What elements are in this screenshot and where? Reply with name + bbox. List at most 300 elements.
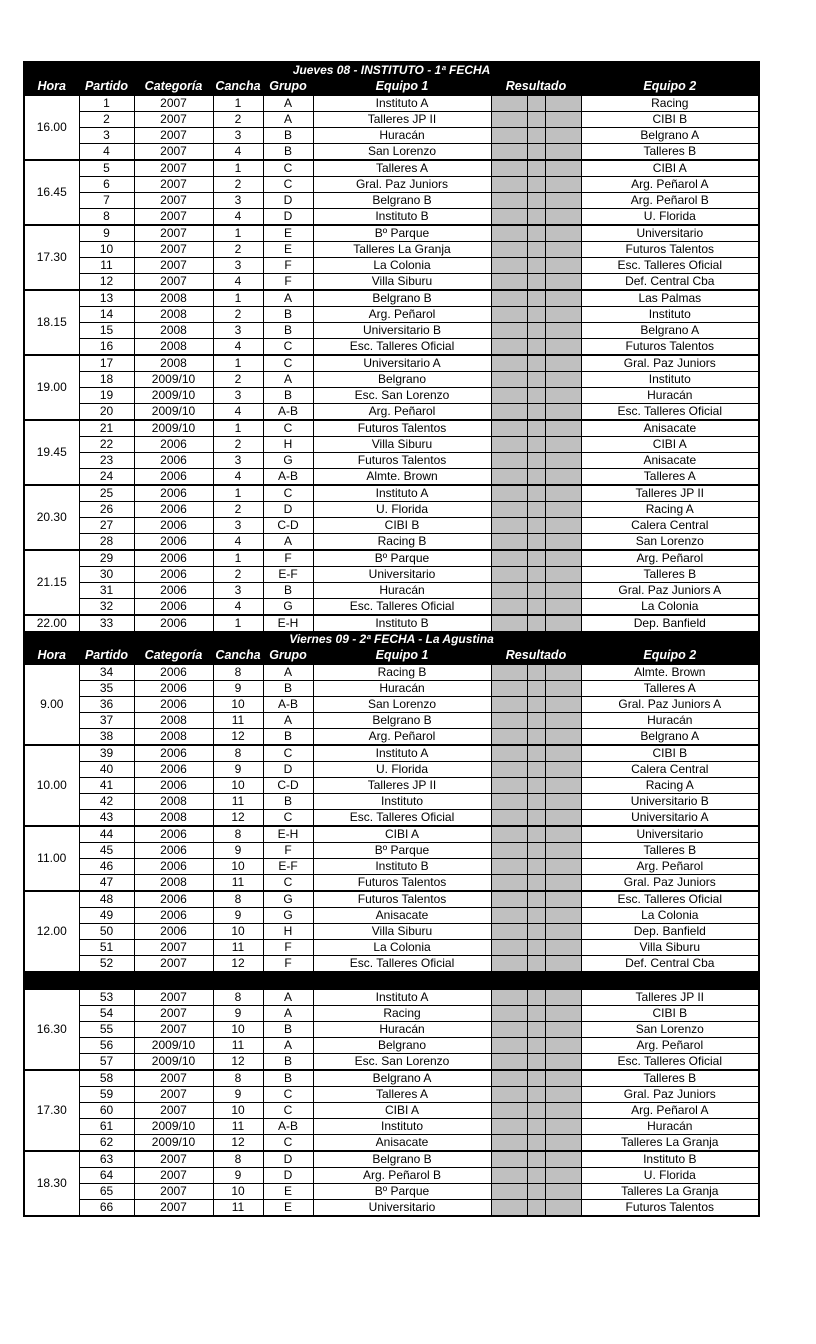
- result-home[interactable]: [491, 615, 527, 632]
- result-separator: [527, 404, 545, 421]
- match-partido: 28: [79, 534, 134, 551]
- result-away[interactable]: [545, 810, 581, 827]
- match-categoria: 2006: [134, 664, 213, 681]
- match-equipo2: Calera Central: [581, 518, 759, 534]
- match-cancha: 8: [213, 1070, 263, 1087]
- result-away[interactable]: [545, 956, 581, 972]
- result-away[interactable]: [545, 1054, 581, 1071]
- match-equipo1: Universitario A: [313, 355, 491, 372]
- result-away[interactable]: [545, 778, 581, 794]
- result-away[interactable]: [545, 1168, 581, 1184]
- match-grupo: A: [263, 1038, 313, 1054]
- match-partido: 39: [79, 745, 134, 762]
- result-separator: [527, 388, 545, 404]
- match-row: [24, 242, 759, 258]
- result-away[interactable]: [545, 437, 581, 453]
- match-partido: 18: [79, 372, 134, 388]
- result-home[interactable]: [491, 1022, 527, 1038]
- match-row: [24, 729, 759, 746]
- result-home[interactable]: [491, 1184, 527, 1200]
- match-grupo: A: [263, 95, 313, 112]
- match-categoria: 2007: [134, 144, 213, 161]
- match-grupo: C: [263, 420, 313, 437]
- match-cancha: 3: [213, 128, 263, 144]
- result-away[interactable]: [545, 502, 581, 518]
- result-away[interactable]: [545, 583, 581, 599]
- result-home[interactable]: [491, 681, 527, 697]
- match-equipo2: Las Palmas: [581, 290, 759, 307]
- result-home[interactable]: [491, 599, 527, 616]
- result-away[interactable]: [545, 826, 581, 843]
- result-away[interactable]: [545, 1184, 581, 1200]
- match-row: [24, 95, 759, 112]
- match-partido: 64: [79, 1168, 134, 1184]
- result-away[interactable]: [545, 1038, 581, 1054]
- match-categoria: 2006: [134, 485, 213, 502]
- result-home[interactable]: [491, 160, 527, 177]
- result-home[interactable]: [491, 1006, 527, 1022]
- result-home[interactable]: [491, 453, 527, 469]
- result-away[interactable]: [545, 307, 581, 323]
- match-row: [24, 1184, 759, 1200]
- result-away[interactable]: [545, 1135, 581, 1152]
- match-equipo2: Instituto: [581, 372, 759, 388]
- match-grupo: B: [263, 794, 313, 810]
- match-grupo: C: [263, 1135, 313, 1152]
- match-row: [24, 388, 759, 404]
- result-separator: [527, 518, 545, 534]
- match-equipo2: Arg. Peñarol A: [581, 177, 759, 193]
- match-row: [24, 745, 759, 762]
- match-equipo1: San Lorenzo: [313, 697, 491, 713]
- result-away[interactable]: [545, 323, 581, 339]
- result-away[interactable]: [545, 372, 581, 388]
- match-categoria: 2006: [134, 469, 213, 486]
- match-row: [24, 583, 759, 599]
- match-partido: 16: [79, 339, 134, 356]
- match-partido: 17: [79, 355, 134, 372]
- match-row: [24, 437, 759, 453]
- match-categoria: 2006: [134, 924, 213, 940]
- match-categoria: 2009/10: [134, 404, 213, 421]
- match-equipo1: Belgrano B: [313, 193, 491, 209]
- match-equipo2: Racing: [581, 95, 759, 112]
- result-home[interactable]: [491, 810, 527, 827]
- match-equipo2: Futuros Talentos: [581, 339, 759, 356]
- match-partido: 19: [79, 388, 134, 404]
- result-away[interactable]: [545, 745, 581, 762]
- result-home[interactable]: [491, 924, 527, 940]
- result-separator: [527, 437, 545, 453]
- result-separator: [527, 453, 545, 469]
- result-away[interactable]: [545, 1151, 581, 1168]
- match-row: [24, 193, 759, 209]
- result-separator: [527, 1006, 545, 1022]
- result-home[interactable]: [491, 128, 527, 144]
- match-equipo1: Anisacate: [313, 908, 491, 924]
- result-away[interactable]: [545, 908, 581, 924]
- match-grupo: B: [263, 128, 313, 144]
- result-away[interactable]: [545, 469, 581, 486]
- match-grupo: D: [263, 1168, 313, 1184]
- result-home[interactable]: [491, 274, 527, 291]
- result-away[interactable]: [545, 762, 581, 778]
- match-categoria: 2009/10: [134, 388, 213, 404]
- result-away[interactable]: [545, 891, 581, 908]
- result-away[interactable]: [545, 112, 581, 128]
- match-equipo2: Esc. Talleres Oficial: [581, 404, 759, 421]
- match-equipo1: CIBI B: [313, 518, 491, 534]
- result-home[interactable]: [491, 307, 527, 323]
- match-equipo2: Huracán: [581, 388, 759, 404]
- match-grupo: C: [263, 339, 313, 356]
- result-home[interactable]: [491, 713, 527, 729]
- result-home[interactable]: [491, 372, 527, 388]
- result-away[interactable]: [545, 518, 581, 534]
- match-categoria: 2007: [134, 1070, 213, 1087]
- result-separator: [527, 550, 545, 567]
- result-away[interactable]: [545, 989, 581, 1006]
- result-home[interactable]: [491, 1070, 527, 1087]
- result-home[interactable]: [491, 550, 527, 567]
- match-equipo2: Talleres A: [581, 681, 759, 697]
- result-away[interactable]: [545, 615, 581, 632]
- result-home[interactable]: [491, 355, 527, 372]
- result-away[interactable]: [545, 177, 581, 193]
- result-home[interactable]: [491, 940, 527, 956]
- match-grupo: E: [263, 242, 313, 258]
- result-home[interactable]: [491, 177, 527, 193]
- result-away[interactable]: [545, 242, 581, 258]
- result-home[interactable]: [491, 989, 527, 1006]
- result-home[interactable]: [491, 502, 527, 518]
- match-cancha: 3: [213, 583, 263, 599]
- result-away[interactable]: [545, 1006, 581, 1022]
- result-home[interactable]: [491, 762, 527, 778]
- result-away[interactable]: [545, 924, 581, 940]
- result-separator: [527, 1184, 545, 1200]
- match-row: [24, 778, 759, 794]
- result-away[interactable]: [545, 193, 581, 209]
- match-row: [24, 177, 759, 193]
- match-cancha: 4: [213, 404, 263, 421]
- match-categoria: 2006: [134, 518, 213, 534]
- match-equipo2: Talleres B: [581, 567, 759, 583]
- result-home[interactable]: [491, 664, 527, 681]
- column-header-grupo: Grupo: [263, 78, 313, 96]
- match-row: [24, 274, 759, 291]
- match-partido: 66: [79, 1200, 134, 1217]
- result-home[interactable]: [491, 745, 527, 762]
- match-cancha: 3: [213, 388, 263, 404]
- column-header-hora: Hora: [24, 78, 79, 96]
- match-partido: 7: [79, 193, 134, 209]
- result-home[interactable]: [491, 144, 527, 161]
- result-home[interactable]: [491, 1103, 527, 1119]
- match-cancha: 9: [213, 762, 263, 778]
- result-home[interactable]: [491, 567, 527, 583]
- result-home[interactable]: [491, 112, 527, 128]
- result-home[interactable]: [491, 697, 527, 713]
- column-header-equipo1: Equipo 1: [313, 78, 491, 96]
- match-partido: 46: [79, 859, 134, 875]
- result-home[interactable]: [491, 794, 527, 810]
- result-home[interactable]: [491, 826, 527, 843]
- match-row: [24, 681, 759, 697]
- match-equipo1: Talleres A: [313, 160, 491, 177]
- result-separator: [527, 485, 545, 502]
- result-separator: [527, 112, 545, 128]
- fixture-sheet: [23, 61, 758, 1217]
- match-partido: 49: [79, 908, 134, 924]
- match-categoria: 2008: [134, 810, 213, 827]
- match-equipo2: Arg. Peñarol: [581, 859, 759, 875]
- result-home[interactable]: [491, 891, 527, 908]
- result-home[interactable]: [491, 729, 527, 746]
- result-away[interactable]: [545, 534, 581, 551]
- time-slot: 20.30: [24, 485, 79, 550]
- result-home[interactable]: [491, 843, 527, 859]
- match-partido: 11: [79, 258, 134, 274]
- result-away[interactable]: [545, 160, 581, 177]
- match-partido: 50: [79, 924, 134, 940]
- result-home[interactable]: [491, 534, 527, 551]
- match-equipo1: Huracán: [313, 1022, 491, 1038]
- result-away[interactable]: [545, 485, 581, 502]
- match-categoria: 2008: [134, 323, 213, 339]
- match-equipo1: Esc. Talleres Oficial: [313, 956, 491, 972]
- match-categoria: 2009/10: [134, 1119, 213, 1135]
- match-categoria: 2006: [134, 534, 213, 551]
- column-header-partido: Partido: [79, 78, 134, 96]
- match-partido: 54: [79, 1006, 134, 1022]
- result-away[interactable]: [545, 258, 581, 274]
- result-separator: [527, 843, 545, 859]
- result-away[interactable]: [545, 940, 581, 956]
- result-separator: [527, 615, 545, 632]
- result-away[interactable]: [545, 95, 581, 112]
- match-equipo1: Instituto A: [313, 989, 491, 1006]
- match-categoria: 2006: [134, 567, 213, 583]
- match-cancha: 9: [213, 1168, 263, 1184]
- result-home[interactable]: [491, 1200, 527, 1217]
- result-home[interactable]: [491, 404, 527, 421]
- match-partido: 59: [79, 1087, 134, 1103]
- match-grupo: C: [263, 160, 313, 177]
- match-cancha: 1: [213, 550, 263, 567]
- match-grupo: B: [263, 388, 313, 404]
- match-equipo2: Anisacate: [581, 420, 759, 437]
- result-home[interactable]: [491, 209, 527, 226]
- match-partido: 6: [79, 177, 134, 193]
- time-slot: 19.00: [24, 355, 79, 420]
- result-separator: [527, 469, 545, 486]
- match-cancha: 3: [213, 323, 263, 339]
- match-grupo: A: [263, 1006, 313, 1022]
- result-home[interactable]: [491, 956, 527, 972]
- match-row: [24, 1087, 759, 1103]
- result-home[interactable]: [491, 323, 527, 339]
- match-categoria: 2006: [134, 859, 213, 875]
- result-home[interactable]: [491, 242, 527, 258]
- result-separator: [527, 1022, 545, 1038]
- match-row: [24, 453, 759, 469]
- result-home[interactable]: [491, 778, 527, 794]
- match-cancha: 12: [213, 1054, 263, 1071]
- match-cancha: 11: [213, 875, 263, 892]
- match-grupo: B: [263, 323, 313, 339]
- result-home[interactable]: [491, 469, 527, 486]
- match-equipo1: San Lorenzo: [313, 144, 491, 161]
- match-partido: 9: [79, 225, 134, 242]
- result-home[interactable]: [491, 420, 527, 437]
- match-equipo1: Esc. San Lorenzo: [313, 388, 491, 404]
- match-partido: 35: [79, 681, 134, 697]
- match-row: [24, 404, 759, 421]
- result-away[interactable]: [545, 404, 581, 421]
- result-away[interactable]: [545, 225, 581, 242]
- result-away[interactable]: [545, 1022, 581, 1038]
- match-categoria: 2006: [134, 599, 213, 616]
- match-equipo1: Instituto B: [313, 859, 491, 875]
- result-separator: [527, 339, 545, 356]
- match-row: [24, 128, 759, 144]
- match-grupo: B: [263, 144, 313, 161]
- result-away[interactable]: [545, 859, 581, 875]
- result-away[interactable]: [545, 1119, 581, 1135]
- result-away[interactable]: [545, 843, 581, 859]
- column-header-equipo1: Equipo 1: [313, 647, 491, 665]
- result-home[interactable]: [491, 859, 527, 875]
- match-equipo1: Esc. Talleres Oficial: [313, 810, 491, 827]
- match-cancha: 10: [213, 859, 263, 875]
- result-away[interactable]: [545, 1070, 581, 1087]
- match-grupo: F: [263, 940, 313, 956]
- match-grupo: C: [263, 485, 313, 502]
- result-separator: [527, 859, 545, 875]
- match-cancha: 10: [213, 924, 263, 940]
- result-away[interactable]: [545, 290, 581, 307]
- match-cancha: 8: [213, 745, 263, 762]
- match-categoria: 2006: [134, 762, 213, 778]
- match-equipo1: Instituto B: [313, 209, 491, 226]
- match-partido: 52: [79, 956, 134, 972]
- match-partido: 12: [79, 274, 134, 291]
- result-away[interactable]: [545, 729, 581, 746]
- match-row: [24, 567, 759, 583]
- result-away[interactable]: [545, 664, 581, 681]
- result-away[interactable]: [545, 713, 581, 729]
- result-home[interactable]: [491, 583, 527, 599]
- match-categoria: 2007: [134, 193, 213, 209]
- result-home[interactable]: [491, 437, 527, 453]
- match-equipo1: Arg. Peñarol: [313, 729, 491, 746]
- result-home[interactable]: [491, 388, 527, 404]
- match-grupo: G: [263, 891, 313, 908]
- match-grupo: B: [263, 583, 313, 599]
- result-away[interactable]: [545, 1087, 581, 1103]
- match-partido: 22: [79, 437, 134, 453]
- match-cancha: 4: [213, 209, 263, 226]
- result-home[interactable]: [491, 1151, 527, 1168]
- result-away[interactable]: [545, 209, 581, 226]
- result-away[interactable]: [545, 550, 581, 567]
- match-cancha: 1: [213, 160, 263, 177]
- match-row: [24, 420, 759, 437]
- result-home[interactable]: [491, 339, 527, 356]
- result-away[interactable]: [545, 875, 581, 892]
- match-equipo2: U. Florida: [581, 1168, 759, 1184]
- match-row: [24, 258, 759, 274]
- result-away[interactable]: [545, 567, 581, 583]
- section-title: Jueves 08 - INSTITUTO - 1ª FECHA: [24, 62, 759, 78]
- result-away[interactable]: [545, 388, 581, 404]
- result-home[interactable]: [491, 1054, 527, 1071]
- result-home[interactable]: [491, 1038, 527, 1054]
- result-home[interactable]: [491, 908, 527, 924]
- result-away[interactable]: [545, 1200, 581, 1217]
- result-away[interactable]: [545, 681, 581, 697]
- result-home[interactable]: [491, 518, 527, 534]
- result-away[interactable]: [545, 355, 581, 372]
- result-away[interactable]: [545, 128, 581, 144]
- result-home[interactable]: [491, 1135, 527, 1152]
- result-away[interactable]: [545, 339, 581, 356]
- match-grupo: A: [263, 372, 313, 388]
- match-row: [24, 112, 759, 128]
- result-home[interactable]: [491, 1087, 527, 1103]
- match-cancha: 3: [213, 453, 263, 469]
- match-partido: 40: [79, 762, 134, 778]
- match-row: [24, 891, 759, 908]
- column-header-grupo: Grupo: [263, 647, 313, 665]
- match-cancha: 1: [213, 355, 263, 372]
- match-equipo2: Def. Central Cba: [581, 956, 759, 972]
- result-away[interactable]: [545, 274, 581, 291]
- match-equipo2: Futuros Talentos: [581, 1200, 759, 1217]
- result-away[interactable]: [545, 794, 581, 810]
- result-home[interactable]: [491, 1168, 527, 1184]
- result-away[interactable]: [545, 453, 581, 469]
- result-home[interactable]: [491, 485, 527, 502]
- match-grupo: G: [263, 599, 313, 616]
- match-partido: 65: [79, 1184, 134, 1200]
- result-home[interactable]: [491, 1119, 527, 1135]
- match-equipo2: Huracán: [581, 713, 759, 729]
- result-away[interactable]: [545, 599, 581, 616]
- result-home[interactable]: [491, 290, 527, 307]
- result-away[interactable]: [545, 144, 581, 161]
- section-title-row: [24, 632, 759, 647]
- column-header-partido: Partido: [79, 647, 134, 665]
- section-separator: [24, 972, 759, 990]
- result-home[interactable]: [491, 193, 527, 209]
- result-away[interactable]: [545, 420, 581, 437]
- result-home[interactable]: [491, 258, 527, 274]
- result-home[interactable]: [491, 95, 527, 112]
- result-away[interactable]: [545, 1103, 581, 1119]
- result-away[interactable]: [545, 697, 581, 713]
- match-categoria: 2007: [134, 177, 213, 193]
- time-slot: 9.00: [24, 664, 79, 745]
- result-separator: [527, 1070, 545, 1087]
- result-home[interactable]: [491, 875, 527, 892]
- match-equipo1: CIBI A: [313, 826, 491, 843]
- result-home[interactable]: [491, 225, 527, 242]
- match-equipo2: Gral. Paz Juniors A: [581, 697, 759, 713]
- match-row: [24, 1022, 759, 1038]
- match-equipo2: Universitario: [581, 225, 759, 242]
